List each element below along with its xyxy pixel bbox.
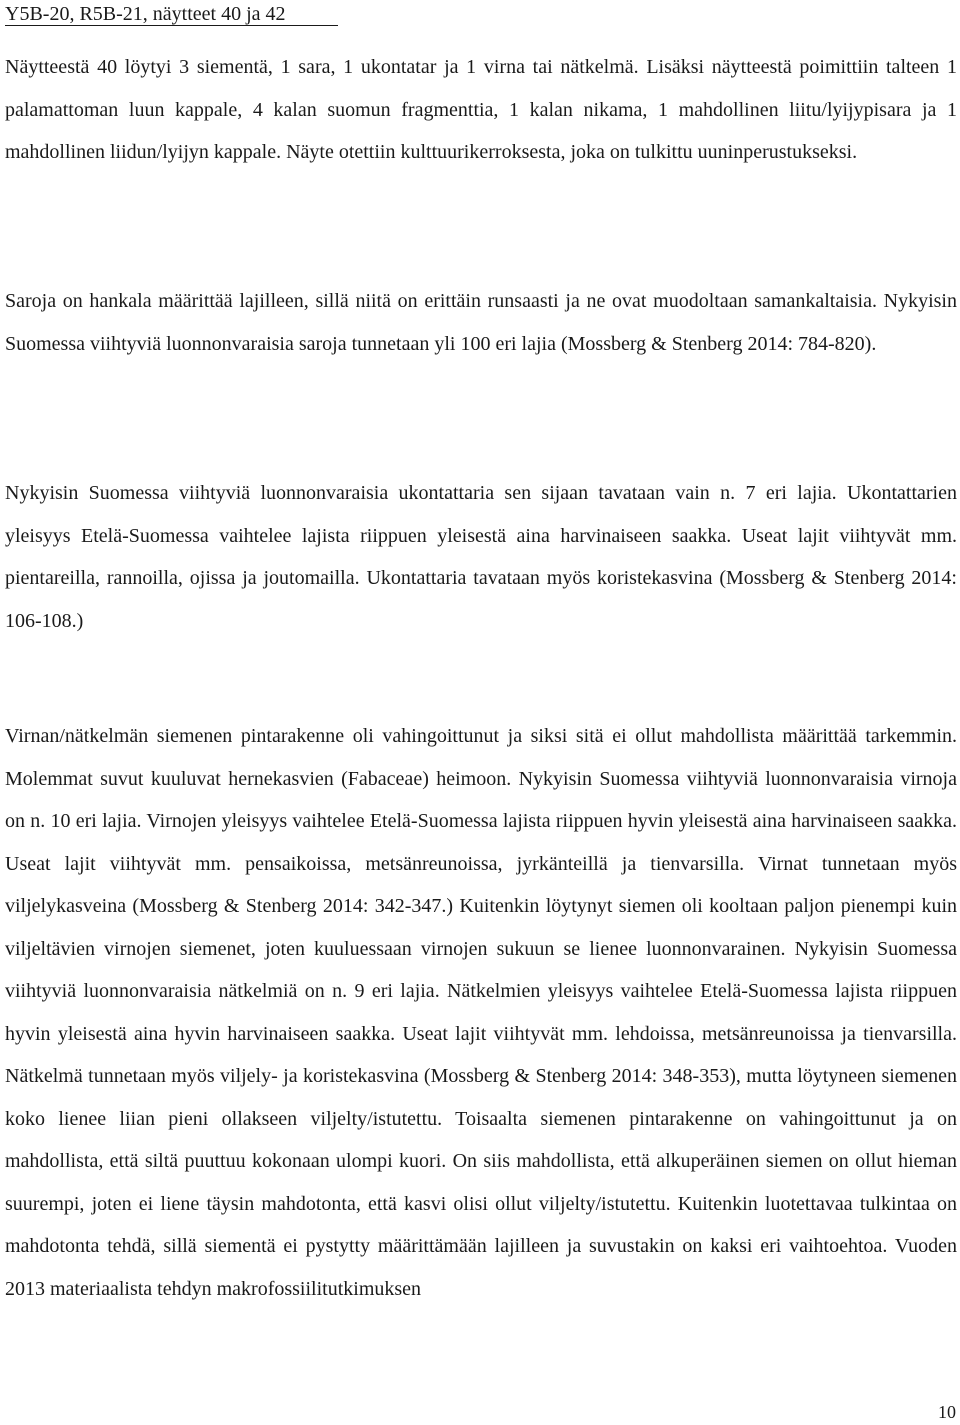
paragraph-sedges: Saroja on hankala määrittää lajilleen, sillä niitä on erittäin runsaasti ja ne ovat muodoltaan samankaltaisia. Nykyisin Suomessa viihtyviä luonnonvaraisia saroja tunnetaan yli 100 eri lajia (Mossberg & Stenberg 2014: 784-820). [5, 290, 957, 355]
paragraph-knotweeds: Nykyisin Suomessa viihtyviä luonnonvaraisia ukontattaria sen sijaan tavataan vain n. 7 eri lajia. Ukontattarien yleisyys Etelä-Suomessa vaihtelee lajista riippuen yleisestä aina harvinaiseen saakka. Useat lajit viihtyvät mm. pientareilla, rannoilla, ojissa ja joutomailla. Ukontattaria tavataan myös koristekasvina (Mossberg & Stenberg 2014: 106-108.) [5, 482, 957, 632]
paragraph-vetch-pea: Virnan/nätkelmän siemenen pintarakenne oli vahingoittunut ja siksi sitä ei ollut mahdollista määrittää tarkemmin. Molemmat suvut kuuluvat hernekasvien (Fabaceae) heimoon. Nykyisin Suomessa viihtyviä luonnonvaraisia virnoja on n. 10 eri lajia. Virnojen yleisyys vaihtelee Etelä-Suomessa lajista riippuen hyvin yleisestä aina harvinaiseen saakka. Useat lajit viihtyvät mm. pensaikoissa, metsänreunoissa, jyrkänteillä ja tienvarsilla. Virnat tunnetaan myös viljelykasveina (Mossberg & Stenberg 2014: 342-347.) Kuitenkin löytynyt siemen oli kooltaan paljon pienempi kuin viljeltävien virnojen siemenet, joten kuuluessaan virnojen sukuun se lienee luonnonvarainen. Nykyisin Suomessa viihtyviä luonnonvaraisia nätkelmiä on n. 9 eri lajia. Nätkelmien yleisyys vaihtelee Etelä-Suomessa lajista riippuen hyvin yleisestä aina hyvin harvinaiseen saakka. Useat lajit viihtyvät mm. lehdoissa, metsänreunoissa ja tienvarsilla. Nätkelmä tunnetaan myös viljely- ja koristekasvina (Mossberg & Stenberg 2014: 348-353), mutta löytyneen siemenen koko lienee liian pieni ollakseen viljelty/istutettu. Toisaalta siemenen pintarakenne on vahingoittunut ja on mahdollista, että siltä puuttuu kokonaan ulompi kuori. On siis mahdollista, että alkuperäinen siemen on ollut hieman suurempi, joten ei liene täysin mahdotonta, että kasvi olisi ollut viljelty/istutettu. Kuitenkin luotettavaa tulkintaa on mahdotonta tehdä, sillä siementä ei pystytty määrittämään lajilleen ja suvustakin on kaksi eri vaihtoehtoa. Vuoden 2013 materiaalista tehdyn makrofossiilitutkimuksen [5, 725, 957, 1300]
paragraph-sample-40: Näytteestä 40 löytyi 3 siementä, 1 sara, 1 ukontatar ja 1 virna tai nätkelmä. Lisäksi näytteestä poimittiin talteen 1 palamattoman luun kappale, 4 kalan suomun fragmenttia, 1 kalan nikama, 1 mahdollinen liitu/lyijypisara ja 1 mahdollinen liidun/lyijyn kappale. Näyte otettiin kulttuurikerroksesta, joka on tulkittu uuninperustukseksi. [5, 56, 957, 163]
section-heading: Y5B-20, R5B-21, näytteet 40 ja 42 [5, 3, 286, 25]
heading-underline [5, 25, 338, 26]
page-number: 10 [938, 1402, 956, 1422]
